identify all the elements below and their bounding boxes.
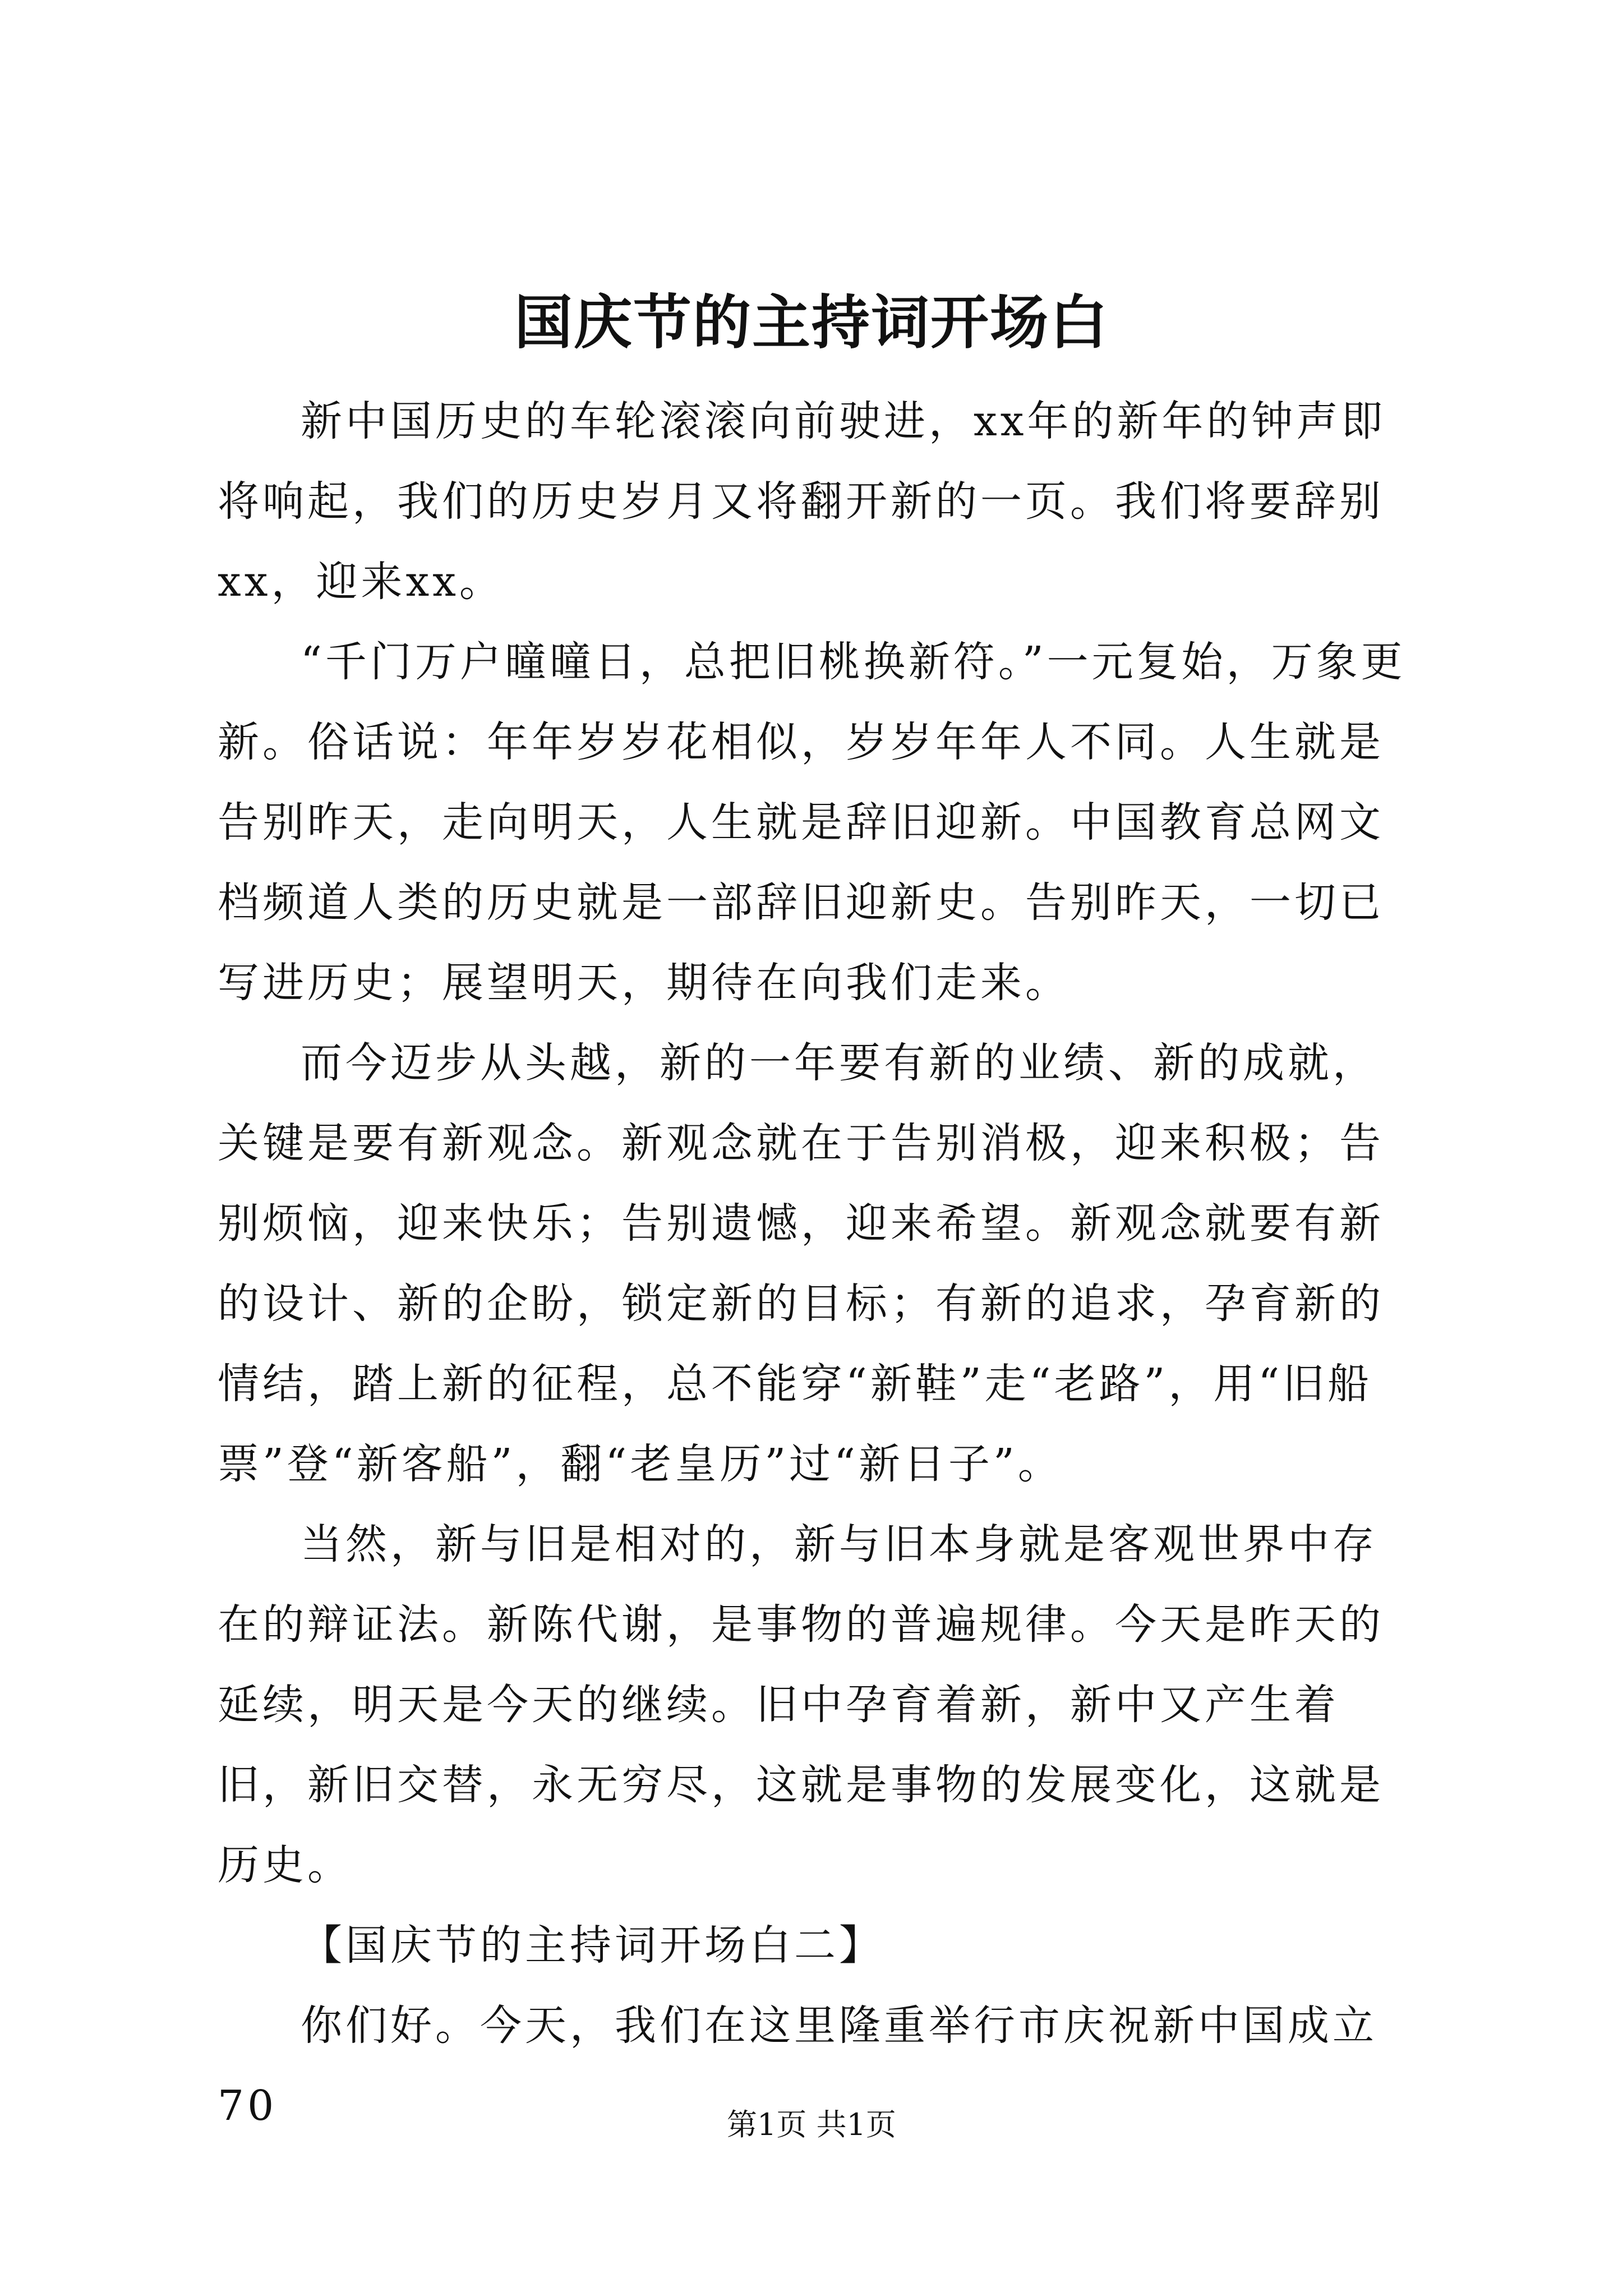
paragraph-2: “千门万户曈曈日，总把旧桃换新符。”一元复始，万象更新。俗话说：年年岁岁花相似，岁岁年年人不同。人生就是告别昨天，走向明天，人生就是辞旧迎新。中国教育总网文档频道人类的历史就是一部辞旧迎新史。告别昨天，一切已写进历史；展望明天，期待在向我们走来。 xyxy=(218,638,1406,1007)
document-title: 国庆节的主持词开场白 xyxy=(514,288,1109,357)
page-number-footer: 第1页 共1页 xyxy=(727,2107,896,2142)
paragraph-1: 新中国历史的车轮滚滚向前驶进，xx年的新年的钟声即将响起，我们的历史岁月又将翻开新的一页。我们将要辞别xx，迎来xx。 xyxy=(218,397,1386,606)
paragraph-4: 当然，新与旧是相对的，新与旧本身就是客观世界中存在的辩证法。新陈代谢，是事物的普遍规律。今天是昨天的延续，明天是今天的继续。旧中孕育着新，新中又产生着旧，新旧交替，永无穷尽，这就是事物的发展变化，这就是历史。 xyxy=(218,1520,1384,1889)
section-heading: 【国庆节的主持词开场白二】 xyxy=(301,1921,884,1970)
paragraph-5: 你们好。今天，我们在这里隆重举行市庆祝新中国成立70 xyxy=(218,2001,1377,2130)
paragraph-3: 而今迈步从头越，新的一年要有新的业绩、新的成就，关键是要有新观念。新观念就在于告别消极，迎来积极；告别烦恼，迎来快乐；告别遗憾，迎来希望。新观念就要有新的设计、新的企盼，锁定新的目标；有新的追求，孕育新的情结，踏上新的征程，总不能穿“新鞋”走“老路”，用“旧船票”登“新客船”，翻“老皇历”过“新日子”。 xyxy=(218,1039,1384,1488)
document-body xyxy=(218,381,1418,2146)
